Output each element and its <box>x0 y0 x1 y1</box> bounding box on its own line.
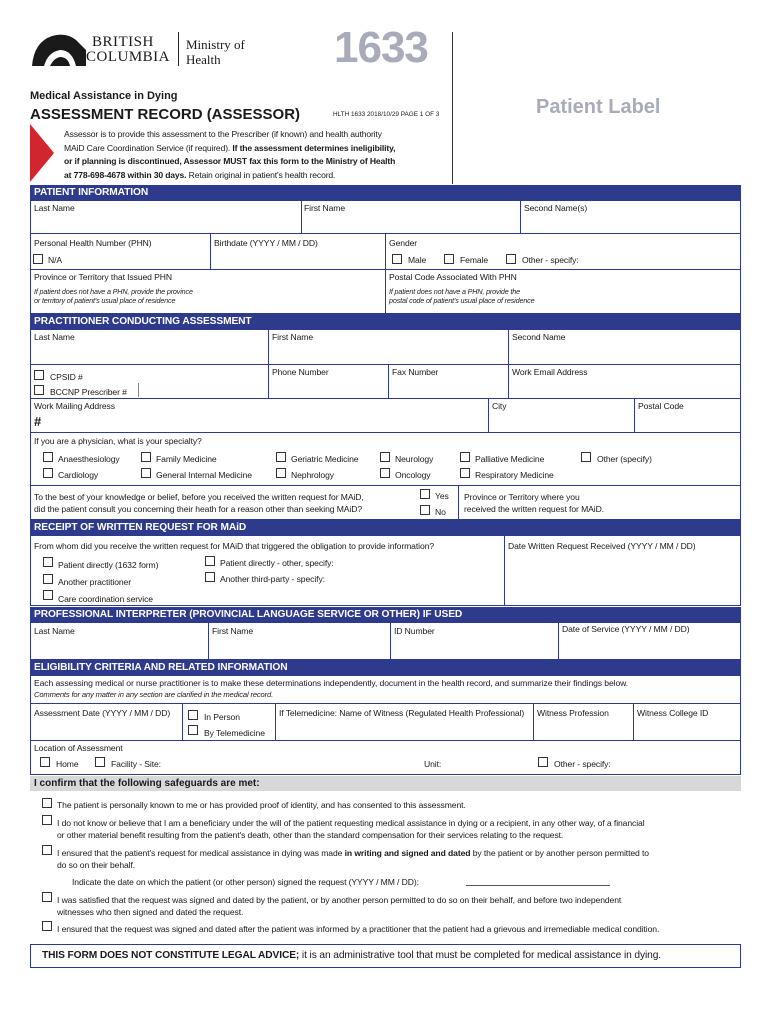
birthdate-field[interactable]: Birthdate (YYYY / MM / DD) <box>214 238 318 248</box>
gender-female-label: Female <box>460 255 489 265</box>
gender-other-label: Other - specify: <box>522 255 579 265</box>
safeguard-1-text: The patient is personally known to me or has provided proof of identity, and has consented to this assessment. <box>57 800 466 810</box>
location-facility-label: Facility - Site: <box>111 759 161 769</box>
location-home-label: Home <box>56 759 79 769</box>
logo-british: BRITISH <box>92 34 154 50</box>
eligibility-intro-note: Comments for any matter in any section are clarified in the medical record. <box>34 690 274 699</box>
practitioner-second-name-field[interactable]: Second Name <box>512 332 566 342</box>
safeguard-4-checkbox[interactable] <box>42 892 52 902</box>
postal-note-2: postal code of patient's usual place of residence <box>389 296 535 305</box>
consult-question-1: To the best of your knowledge or belief, before you received the written request for MAiD, <box>34 492 364 502</box>
internal-medicine-label: General Internal Medicine <box>156 470 252 480</box>
specialty-other-label: Other (specify) <box>597 454 652 464</box>
practitioner-first-name-field[interactable]: First Name <box>272 332 314 342</box>
patient-other-checkbox[interactable] <box>205 556 215 566</box>
geriatric-checkbox[interactable] <box>276 452 286 462</box>
patient-first-name-field[interactable]: First Name <box>304 203 346 213</box>
anaesthesiology-checkbox[interactable] <box>43 452 53 462</box>
safeguard-2-text-1: I do not know or believe that I am a beneficiary under the will of the patient requesting medical assistance in dying or a recipient, in any other way, of a financial <box>57 818 645 828</box>
logo-columbia: COLUMBIA <box>86 49 171 65</box>
cardiology-label: Cardiology <box>58 470 99 480</box>
receipt-heading: RECEIPT OF WRITTEN REQUEST FOR MAiD <box>30 520 741 535</box>
bc-sun-icon <box>30 30 88 68</box>
gender-label: Gender <box>389 238 418 248</box>
another-practitioner-label: Another practitioner <box>58 577 131 587</box>
oncology-checkbox[interactable] <box>380 468 390 478</box>
phone-field[interactable]: Phone Number <box>272 367 329 377</box>
cardiology-checkbox[interactable] <box>43 468 53 478</box>
family-medicine-checkbox[interactable] <box>141 452 151 462</box>
care-coordination-checkbox[interactable] <box>43 590 53 600</box>
family-medicine-label: Family Medicine <box>156 454 217 464</box>
signed-date-input[interactable] <box>466 885 610 886</box>
respiratory-label: Respiratory Medicine <box>475 470 554 480</box>
safeguard-5-checkbox[interactable] <box>42 921 52 931</box>
specialty-other-checkbox[interactable] <box>581 452 591 462</box>
safeguard-3-text-1: I ensured that the patient's request for medical assistance in dying was made in writing and signed and dated by the patient or by another person permitted to <box>57 848 649 858</box>
interpreter-heading: PROFESSIONAL INTERPRETER (PROVINCIAL LANGUAGE SERVICE OR OTHER) IF USED <box>30 607 741 622</box>
safeguards-heading: I confirm that the following safeguards are met: <box>30 776 741 791</box>
telemedicine-checkbox[interactable] <box>188 725 198 735</box>
interpreter-last-name-field[interactable]: Last Name <box>34 626 75 636</box>
third-party-checkbox[interactable] <box>205 572 215 582</box>
in-person-label: In Person <box>204 712 240 722</box>
location-other-checkbox[interactable] <box>538 757 548 767</box>
instr-line-4: at 778-698-4678 within 30 days. Retain original in patient's health record. <box>64 169 336 180</box>
instr-line-1: Assessor is to provide this assessment to the Prescriber (if known) and health authority <box>64 129 382 139</box>
alert-triangle-icon <box>30 124 54 182</box>
nephrology-label: Nephrology <box>291 470 334 480</box>
ministry-line-2: Health <box>186 52 221 67</box>
gender-male-label: Male <box>408 255 427 265</box>
safeguard-5-text: I ensured that the request was signed and dated after the patient was informed by a practitioner that the patient had a grievous and irremediable medical condition. <box>57 924 660 934</box>
safeguard-1-checkbox[interactable] <box>42 798 52 808</box>
legal-disclaimer: THIS FORM DOES NOT CONSTITUTE LEGAL ADVICE; it is an administrative tool that must be completed for medical assistance in dying. <box>42 950 662 961</box>
consult-yes-label: Yes <box>435 491 449 501</box>
label-area-border <box>452 32 453 184</box>
safeguard-2-checkbox[interactable] <box>42 815 52 825</box>
safeguard-3-date-prompt: Indicate the date on which the patient (or other person) signed the request (YYYY / MM / DD): <box>72 877 419 887</box>
form-subtitle: Medical Assistance in Dying <box>30 90 178 102</box>
fax-field[interactable]: Fax Number <box>392 367 439 377</box>
anaesthesiology-label: Anaesthesiology <box>58 454 120 464</box>
patient-info-heading: PATIENT INFORMATION <box>30 185 741 200</box>
patient-other-label: Patient directly - other, specify: <box>220 558 334 568</box>
in-person-checkbox[interactable] <box>188 710 198 720</box>
cpsid-label: CPSID # <box>50 372 83 382</box>
patient-directly-label: Patient directly (1632 form) <box>58 560 159 570</box>
city-field[interactable]: City <box>492 401 507 411</box>
geriatric-label: Geriatric Medicine <box>291 454 359 464</box>
patient-label: Patient Label <box>536 96 661 118</box>
phn-field[interactable]: Personal Health Number (PHN) <box>34 238 152 248</box>
gender-male-checkbox[interactable] <box>392 254 402 264</box>
eligibility-intro: Each assessing medical or nurse practitioner is to make these determinations independently, document in the health record, and summarize their findings below. <box>34 678 629 688</box>
instr-line-3: or if planning is discontinued, Assessor MUST fax this form to the Ministry of Health <box>64 156 396 166</box>
another-practitioner-checkbox[interactable] <box>43 574 53 584</box>
care-coordination-label: Care coordination service <box>58 594 153 604</box>
address-hash: # <box>34 414 42 429</box>
location-label: Location of Assessment <box>34 743 123 753</box>
interpreter-id-field[interactable]: ID Number <box>394 626 435 636</box>
assessment-date-field[interactable]: Assessment Date (YYYY / MM / DD) <box>34 708 171 718</box>
email-field[interactable]: Work Email Address <box>512 367 588 377</box>
bccnp-checkbox[interactable] <box>34 385 44 395</box>
receipt-question: From whom did you receive the written request for MAiD that triggered the obligation to provide information? <box>34 541 434 551</box>
gender-other-checkbox[interactable] <box>506 254 516 264</box>
location-unit-field[interactable]: Unit: <box>424 759 442 769</box>
patient-last-name-field[interactable]: Last Name <box>34 203 75 213</box>
witness-name-field[interactable]: If Telemedicine: Name of Witness (Regulated Health Professional) <box>279 708 525 718</box>
practitioner-heading: PRACTITIONER CONDUCTING ASSESSMENT <box>30 314 741 329</box>
consult-no-checkbox[interactable] <box>420 505 430 515</box>
location-facility-checkbox[interactable] <box>95 757 105 767</box>
palliative-label: Palliative Medicine <box>475 454 545 464</box>
mailing-address-field[interactable]: Work Mailing Address <box>34 401 115 411</box>
province-field[interactable]: Province or Territory that Issued PHN <box>34 272 172 282</box>
patient-second-names-field[interactable]: Second Name(s) <box>524 203 588 213</box>
safeguard-3-text-2: do so on their behalf. <box>57 860 136 870</box>
ministry-line-1: Ministry of <box>186 37 245 52</box>
eligibility-heading: ELIGIBILITY CRITERIA AND RELATED INFORMATION <box>30 660 741 675</box>
request-province-field-2: received the written request for MAiD. <box>464 504 604 514</box>
location-other-label: Other - specify: <box>554 759 611 769</box>
gender-female-checkbox[interactable] <box>444 254 454 264</box>
bc-logo <box>30 30 180 70</box>
cpsid-checkbox[interactable] <box>34 370 44 380</box>
witness-profession-field[interactable]: Witness Profession <box>537 708 609 718</box>
neurology-checkbox[interactable] <box>380 452 390 462</box>
postal-code-field[interactable]: Postal Code Associated With PHN <box>389 272 517 282</box>
phn-na-checkbox[interactable] <box>33 254 43 264</box>
nephrology-checkbox[interactable] <box>276 468 286 478</box>
respiratory-checkbox[interactable] <box>460 468 470 478</box>
instr-line-2: MAiD Care Coordination Service (if required). If the assessment determines ineligibility, <box>64 142 396 153</box>
form-number: 1633 <box>334 23 428 72</box>
telemedicine-label: By Telemedicine <box>204 728 265 738</box>
consult-yes-checkbox[interactable] <box>420 489 430 499</box>
instructions <box>64 128 395 182</box>
date-of-service-field[interactable]: Date of Service (YYYY / MM / DD) <box>562 624 690 634</box>
bccnp-label: BCCNP Prescriber # <box>50 387 127 397</box>
consult-no-label: No <box>435 507 446 517</box>
safeguard-3-checkbox[interactable] <box>42 845 52 855</box>
palliative-checkbox[interactable] <box>460 452 470 462</box>
form-title: ASSESSMENT RECORD (ASSESSOR) <box>30 106 301 123</box>
request-province-field-1[interactable]: Province or Territory where you <box>464 492 580 502</box>
practitioner-last-name-field[interactable]: Last Name <box>34 332 75 342</box>
neurology-label: Neurology <box>395 454 434 464</box>
phn-na-label: N/A <box>48 255 63 265</box>
location-home-checkbox[interactable] <box>40 757 50 767</box>
specialty-question: If you are a physician, what is your specialty? <box>34 436 202 446</box>
safeguard-2-text-2: or other material benefit resulting from the patient's death, other than the standard compensation for their services relating to the request. <box>57 830 564 840</box>
postal-note-1: If patient does not have a PHN, provide the <box>389 287 520 296</box>
logo-divider <box>178 32 179 66</box>
practitioner-postal-field[interactable]: Postal Code <box>638 401 684 411</box>
interpreter-first-name-field[interactable]: First Name <box>212 626 254 636</box>
form-code: HLTH 1633 2018/10/29 PAGE 1 OF 3 <box>333 111 440 118</box>
date-received-field[interactable]: Date Written Request Received (YYYY / MM / DD) <box>508 541 696 551</box>
safeguard-4-text-1: I was satisfied that the request was signed and dated by the patient, or by another person permitted to do so on their behalf, and before two independent <box>57 895 622 905</box>
province-note-1: If patient does not have a PHN, provide the province <box>34 287 193 296</box>
province-note-2: or territory of patient's usual place of residence <box>34 296 176 305</box>
third-party-label: Another third-party - specify: <box>220 574 325 584</box>
witness-college-field[interactable]: Witness College ID <box>637 708 709 718</box>
safeguard-4-text-2: witnesses who then signed and dated the request. <box>57 907 244 917</box>
internal-medicine-checkbox[interactable] <box>141 468 151 478</box>
oncology-label: Oncology <box>395 470 431 480</box>
patient-directly-checkbox[interactable] <box>43 557 53 567</box>
consult-question-2: did the patient consult you concerning their heath for a reason other than seeking MAiD? <box>34 504 362 514</box>
